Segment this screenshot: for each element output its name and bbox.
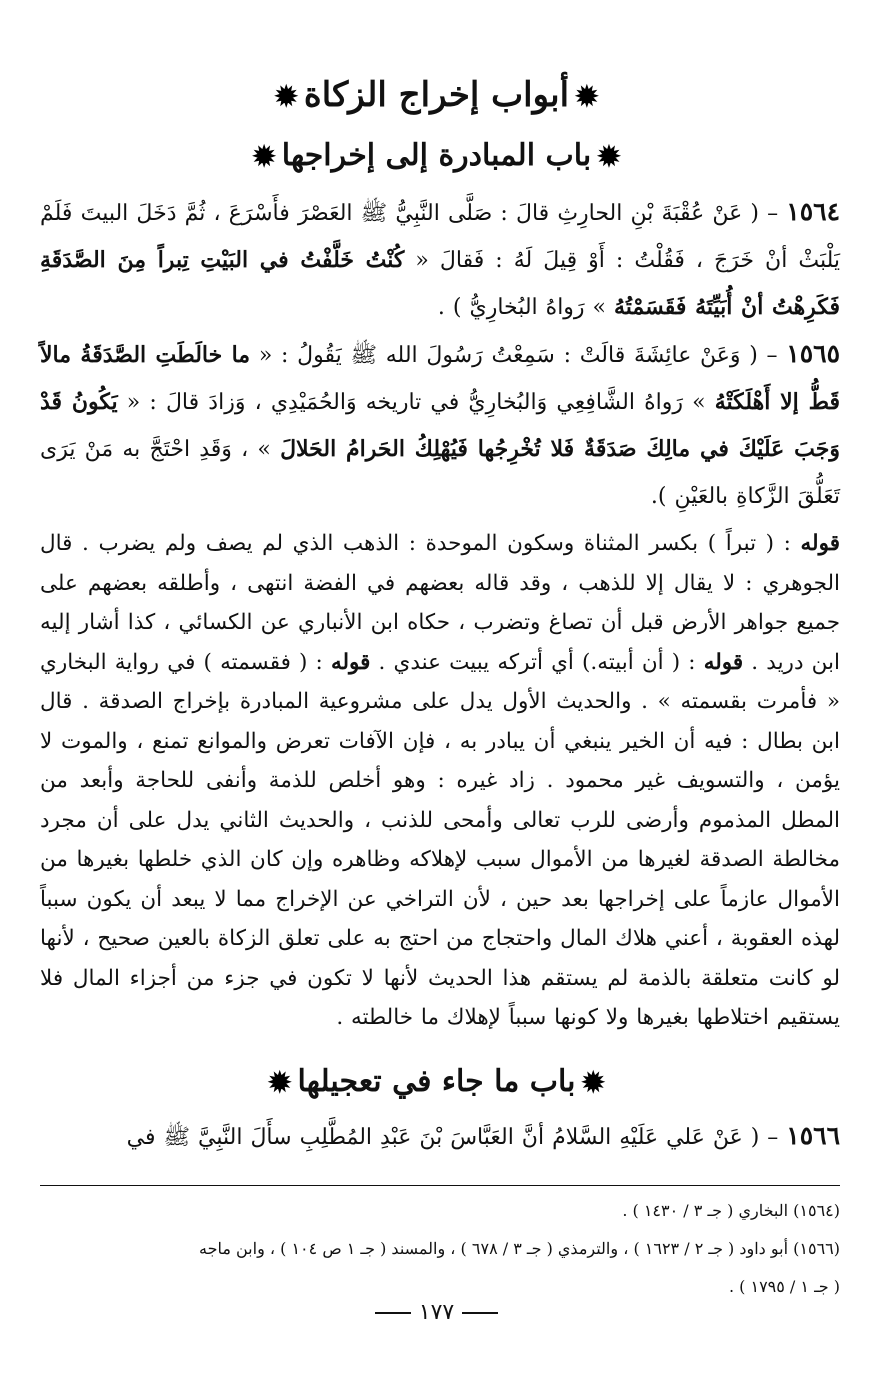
hadith-1565 [40,330,840,520]
hadith-number: ١٥٦٥ [786,339,840,368]
footnote: ( جـ ١ / ١٧٩٥ ) . [728,1277,840,1296]
star-ornament-icon: ✹ [597,140,621,173]
commentary-text: : ( تبراً ) بكسر المثناة وسكون الموحدة : الذهب الذي لم يصف ولم يضرب . قال الجوهري : لا يقال إلا للذهب ، وقد قاله بعضهم في الفضة انتهى ، وأطلقه بعضهم على جميع جواهر الأرض قبل أن تصاغ وتضرب ، حكاه ابن الأنباري عن الكسائي ، كذا أشار إليه ابن دريد . [40,531,840,675]
divider [462,1312,498,1314]
hadith-number: ١٥٦٦ [786,1121,840,1150]
hadith-quote: ما خالَطَتِ الصَّدَقَةُ مالاً قَطُّ إلا أَهْلَكَتْهُ [40,342,840,415]
hadith-number: ١٥٦٤ [786,197,840,226]
section-title: أبواب إخراج الزكاة [303,75,570,115]
star-ornament-icon: ✹ [581,1066,605,1099]
divider [375,1312,411,1314]
hadith-1564 [40,188,840,331]
hadith-text: – ( عَنْ عَلي عَلَيْهِ السَّلامُ أنَّ العَبَّاسَ بْنَ عَبْدِ المُطَّلِبِ سأَلَ النَّبِيَّ ﷺ في [126,1125,787,1150]
hadith-text: » رَواهُ الشَّافِعِي وَالبُخارِيُّ في تاريخه وَالحُمَيْدِي ، وَزادَ قالَ : « [117,390,715,415]
star-ornament-icon: ✹ [252,140,276,173]
footnote: (١٥٦٤) البخاري ( جـ ٣ / ١٤٣٠ ) . [622,1201,840,1220]
hadith-text: » ، وَقَدِ احْتَجَّ به مَنْ يَرَى تَعَلُّقَ الزَّكاةِ بالعَيْنِ ). [40,437,840,509]
chapter-title: باب المبادرة إلى إخراجها [281,138,592,173]
commentary-lead: قوله [703,649,744,675]
commentary-text: : ( أن أبيته.) أي أتركه يبيت عندي . [370,649,704,675]
chapter-title-block [0,1060,873,1105]
hadith-text: – ( وَعَنْ عائِشَةَ قالَتْ : سَمِعْتُ رَسُولَ الله ﷺ يَقُولُ : « [250,343,787,368]
page-number: ١٧٧ [418,1300,455,1325]
commentary-text: : ( فقسمته ) في رواية البخاري « فأمرت بقسمته » . والحديث الأول يدل على مشروعية المبادرة بإخراج الصدقة . قال ابن بطال : فيه أن الخير ينبغي أن يبادر به ، فإن الآفات تعرض والموانع تمنع ، والموت لا يؤمن ، والتسويف غير محمود . زاد غيره : وهو أخلص للذمة وأنفى للحاجة وأبعد من المطل المذموم وأرضى للرب تعالى وأمحى للذنب ، والحديث الثاني يدل على أن مجرد مخالطة الصدقة لغيرها من الأموال سبب لإهلاكه وظاهره وإن كان الذي خلطها بغيرها من الأموال عازماً على إخراجها بعد حين ، لأن التراخي عن الإخراج مما لا يبعد أن يكون سبباً لهذه العقوبة ، أعني هلاك المال واحتجاج من احتج به على تعلق الزكاة بالعين صحيح ، لأنها لو كانت متعلقة بالذمة لم يستقم هذا الحديث لأنها لا تكون في جزء من أجزاء المال فلا يستقيم اختلاطها بغيرها ولا كونها سبباً لإهلاك ما خالطته . [40,649,840,1030]
commentary-lead: قوله [330,649,371,675]
star-ornament-icon: ✹ [575,80,599,113]
hadith-quote: كُنْتُ خَلَّفْتُ في البَيْتِ تِبراً مِنَ الصَّدَقَةِ فَكَرِهْتُ أنْ أُبَيِّتَهُ فَقَسَمْتُهُ [40,247,840,320]
hadith-text: – ( عَنْ عُقْبَةَ بْنِ الحارِثِ قالَ : صَلَّى النَّبِيُّ ﷺ العَصْرَ فأَسْرَعَ ، ثُمَّ دَخَلَ البيتَ فَلَمْ يَلْبَثْ أنْ خَرَجَ ، فَقُلْتُ : أَوْ قِيلَ لَهُ : فَقالَ « [40,201,840,273]
hadith-quote: يَكُونُ قَدْ وَجَبَ عَلَيْكَ في مالِكَ صَدَقَةٌ فَلا تُخْرِجُها فَيُهْلِكُ الحَرامُ الحَلالَ [40,389,840,462]
star-ornament-icon: ✹ [274,80,298,113]
chapter-title: باب ما جاء في تعجيلها [297,1064,576,1099]
commentary [40,524,840,1038]
hadith-1566 [40,1112,840,1161]
commentary-lead: قوله [800,531,840,556]
chapter-title-block [0,134,873,179]
page-number-block [0,1300,873,1325]
star-ornament-icon: ✹ [268,1066,292,1099]
section-title-block [0,72,873,120]
footnote: (١٥٦٦) أبو داود ( جـ ٢ / ١٦٢٣ ) ، والترمذي ( جـ ٣ / ٦٧٨ ) ، والمسند ( جـ ١ ص ١٠٤ ) ، وابن ماجه [198,1239,840,1258]
footnotes [40,1185,840,1306]
hadith-text: » رَواهُ البُخارِيُّ ) . [437,295,614,320]
